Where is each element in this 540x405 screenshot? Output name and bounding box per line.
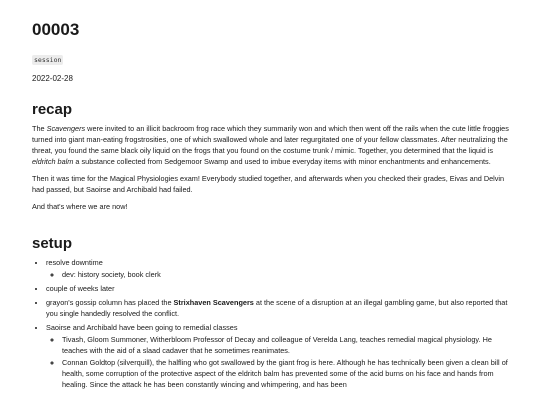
recap-paragraph-1 (32, 124, 510, 168)
sub-list (46, 335, 510, 392)
setup-item-weeks-later: couple of weeks later (46, 283, 115, 293)
recap-paragraph-3: And that's where we are now! (32, 202, 128, 212)
list-item (46, 298, 510, 320)
list-item (62, 335, 510, 357)
note-date: 2022-02-28 (32, 74, 73, 84)
sub-list (46, 270, 510, 281)
recap-p1-emphasis-scavengers: Scavengers (46, 124, 86, 134)
recap-p1-emphasis-eldritch-balm: eldritch balm (32, 157, 74, 167)
setup-subitem-dev: dev: history society, book clerk (62, 269, 161, 279)
setup-item3-text-1: grayon's gossip column has placed the (46, 297, 174, 307)
recap-p1-text-1: The (32, 124, 47, 134)
list-item (62, 270, 510, 281)
setup-heading: setup (32, 234, 73, 252)
list-item (46, 323, 510, 392)
setup-item-remedial: Saoirse and Archibald have been going to remedial classes (46, 322, 238, 332)
recap-paragraph-2: Then it was time for the Magical Physiologies exam! Everybody studied together, and afterwards when you checked their grades, Eivas and Delvin had passed, but Saoirse and Archibald had failed. (32, 174, 505, 195)
page-title: 00003 (32, 20, 80, 39)
list-item (46, 284, 510, 295)
setup-item-downtime: resolve downtime (46, 257, 103, 267)
setup-item3-strong: Strixhaven Scavengers (173, 297, 254, 307)
list-item (62, 358, 510, 391)
setup-subitem-tivash: Tivash, Gloom Summoner, Witherbloom Professor of Decay and colleague of Verelda Lang, teaches remedial magical physiology. He teaches with the aid of a slaad cadaver that he sometimes reanimates. (62, 334, 492, 355)
list-item (46, 258, 510, 281)
setup-list (32, 258, 510, 391)
recap-p1-text-2: were invited to an illicit backroom frog race which they summarily won and which then went off the rails when the cute little froggies turned into giant man-eating frogstrosities, one of which swallowed whole and later regurgitated one of your fellow classmates. After neutralizing the threat, you found the same black oily liquid on the frogs that you found on the costume trunk / mimic. Together, you determined that the liquid is (32, 124, 509, 156)
recap-p1-text-3: a substance collected from Sedgemoor Swamp and used to imbue everyday items with minor enchantments and enhancements. (73, 157, 491, 167)
recap-heading: recap (32, 101, 73, 119)
tag-badge[interactable]: session (34, 56, 62, 65)
setup-subitem-connan: Connan Goldtop (silverquill), the halfling who got swallowed by the giant frog is here. Although he has technically been given a clean bill of health, some corruption of the protective aspect of the eldritch balm has prevented some of the acid burns on his face and hands from healing. Since the attack he has been constantly wincing and whimpering, and has been (62, 358, 508, 390)
setup-item3-text-2: at the scene of a disruption at an illegal gambling game, but also reported that you single handedly resolved the conflict. (46, 297, 508, 318)
